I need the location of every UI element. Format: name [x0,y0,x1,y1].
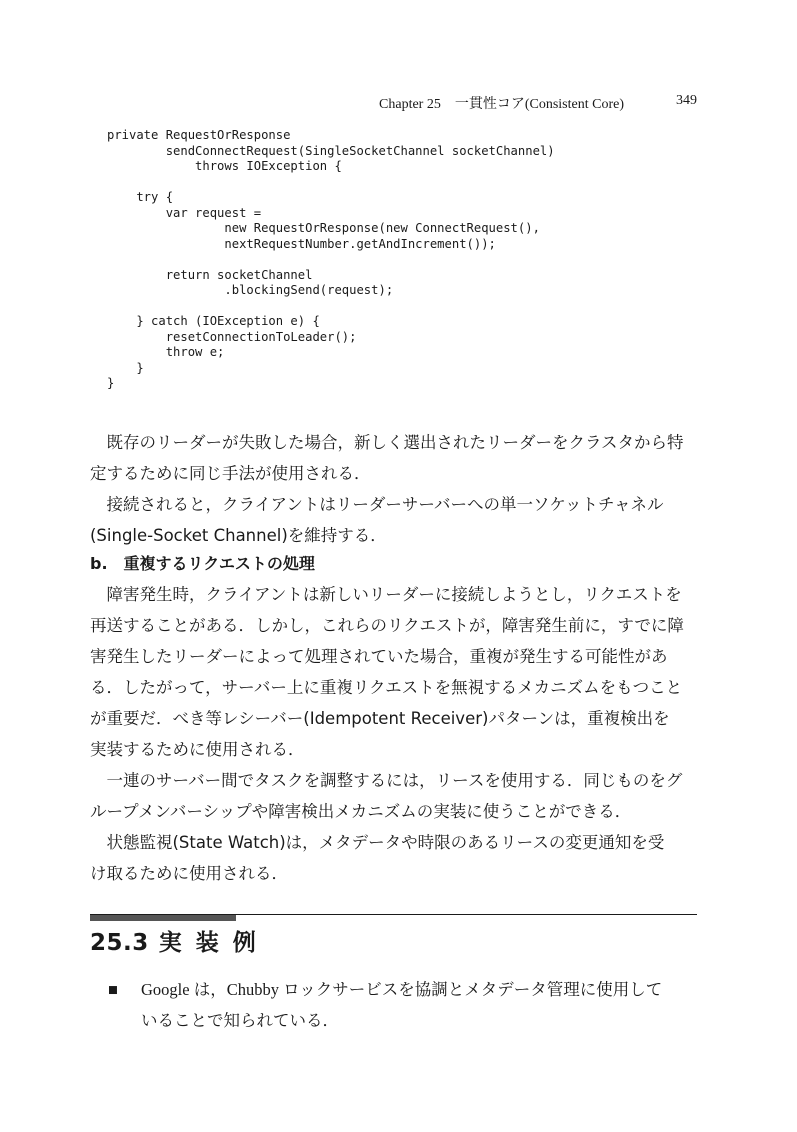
paragraph-line: る．したがって，サーバー上に重複リクエストを無視するメカニズムをもつこと [90,678,683,697]
paragraph-line: 障害発生時，クライアントは新しいリーダーに接続しようとし，リクエストを [106,585,682,604]
paragraph-state-watch [90,827,697,889]
running-header [90,93,697,113]
paragraph-line: け取るために使用される． [90,864,288,883]
page-number: 349 [676,93,697,108]
subheading-duplicate-requests: b. 重複するリクエストの処理 [90,554,315,573]
paragraph-single-socket [90,489,697,551]
section-title: 実装例 [158,930,270,956]
list-item-line: いることで知られている． [141,1011,339,1030]
paragraph-line: 害発生したリーダーによって処理されていた場合，重複が発生する可能性があ [90,647,668,666]
square-bullet-icon: ■ [108,980,118,999]
body-text-upper [90,427,697,551]
paragraph-leader-failure [90,427,697,489]
paragraph-line: 再送することがある．しかし，これらのリクエストが，障害発生前に，すでに障 [90,616,684,635]
section-number: 25.3 [90,930,149,956]
paragraph-lease [90,765,697,827]
list-item-text [141,974,697,1036]
list-item-line: Google は，Chubby ロックサービスを協調とメタデータ管理に使用して [141,980,663,999]
paragraph-line: 定するために同じ手法が使用される． [90,464,371,483]
paragraph-line: 実装するために使用される． [90,740,305,759]
paragraph-line: 接続されると，クライアントはリーダーサーバーへの単一ソケットチャネル [106,495,664,514]
paragraph-line: ループメンバーシップや障害検出メカニズムの実装に使うことができる． [90,802,632,821]
paragraph-duplicate-handling [90,579,697,765]
code-listing: private RequestOrResponse sendConnectRequest(SingleSocketChannel socketChannel) throws IOException { try { var request = new RequestOrResponse(new ConnectRequest(), nextRequestNumber.getAndIncrement()); return socketChannel .blockingSend(request); } catch (IOException e) { resetConnectionToLeader(); throw e; } } [107,128,555,390]
paragraph-line: (Single-Socket Channel)を維持する． [90,526,387,545]
section-heading [90,927,270,959]
chapter-title: Chapter 25 一貫性コア(Consistent Core) [379,97,624,112]
body-text-lower [90,579,697,889]
paragraph-line: 状態監視(State Watch)は，メタデータや時限のあるリースの変更通知を受 [106,833,665,852]
section-accent-bar [90,915,236,921]
paragraph-line: 既存のリーダーが失敗した場合，新しく選出されたリーダーをクラスタから特 [106,433,684,452]
paragraph-line: 一連のサーバー間でタスクを調整するには，リースを使用する．同じものをグ [106,771,683,790]
list-item [108,974,697,1036]
paragraph-line: が重要だ．べき等レシーバー(Idempotent Receiver)パターンは，重複検出を [90,709,670,728]
